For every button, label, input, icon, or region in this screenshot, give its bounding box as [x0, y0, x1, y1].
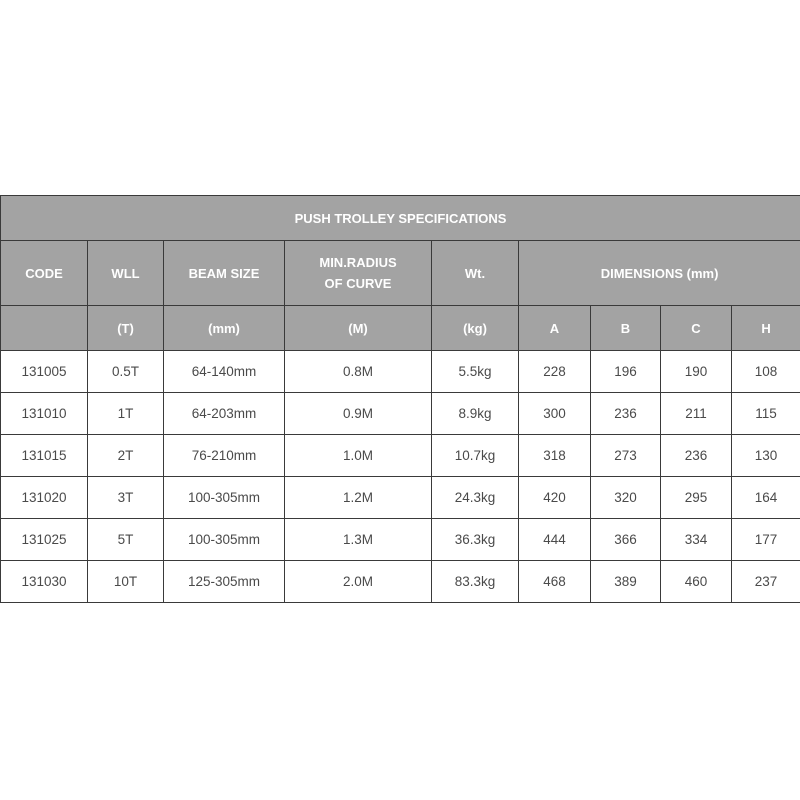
- table-row: [1, 393, 800, 435]
- cell-weight: 8.9kg: [432, 393, 519, 435]
- cell-beam-size: 64-203mm: [164, 393, 285, 435]
- cell-dim-c: 211: [661, 393, 732, 435]
- table-row: [1, 435, 800, 477]
- cell-dim-h: 130: [732, 435, 800, 477]
- unit-wll: (T): [88, 306, 164, 351]
- unit-dim-a: A: [519, 306, 591, 351]
- cell-wll: 5T: [88, 519, 164, 561]
- unit-code: [1, 306, 88, 351]
- header-beam-size: BEAM SIZE: [164, 241, 285, 306]
- cell-dim-h: 115: [732, 393, 800, 435]
- header-min-radius-line2: OF CURVE: [324, 276, 392, 291]
- cell-wll: 0.5T: [88, 351, 164, 393]
- unit-dim-c: C: [661, 306, 732, 351]
- cell-dim-c: 236: [661, 435, 732, 477]
- table-row: [1, 477, 800, 519]
- cell-min-radius: 1.2M: [285, 477, 432, 519]
- header-code: CODE: [1, 241, 88, 306]
- cell-dim-h: 108: [732, 351, 800, 393]
- unit-weight: (kg): [432, 306, 519, 351]
- cell-beam-size: 125-305mm: [164, 561, 285, 603]
- cell-wll: 2T: [88, 435, 164, 477]
- unit-dim-b: B: [591, 306, 661, 351]
- cell-dim-h: 177: [732, 519, 800, 561]
- cell-dim-c: 295: [661, 477, 732, 519]
- cell-code: 131015: [1, 435, 88, 477]
- cell-dim-c: 190: [661, 351, 732, 393]
- cell-min-radius: 1.3M: [285, 519, 432, 561]
- cell-beam-size: 76-210mm: [164, 435, 285, 477]
- cell-dim-a: 228: [519, 351, 591, 393]
- cell-dim-c: 460: [661, 561, 732, 603]
- cell-weight: 36.3kg: [432, 519, 519, 561]
- cell-beam-size: 100-305mm: [164, 477, 285, 519]
- cell-weight: 24.3kg: [432, 477, 519, 519]
- header-wll: WLL: [88, 241, 164, 306]
- unit-dim-h: H: [732, 306, 800, 351]
- table-row: [1, 561, 800, 603]
- cell-min-radius: 0.8M: [285, 351, 432, 393]
- cell-code: 131010: [1, 393, 88, 435]
- cell-code: 131025: [1, 519, 88, 561]
- header-weight: Wt.: [432, 241, 519, 306]
- header-dimensions: DIMENSIONS (mm): [519, 241, 800, 306]
- cell-dim-b: 273: [591, 435, 661, 477]
- cell-dim-a: 444: [519, 519, 591, 561]
- cell-beam-size: 100-305mm: [164, 519, 285, 561]
- cell-dim-a: 300: [519, 393, 591, 435]
- table-row: [1, 519, 800, 561]
- cell-min-radius: 0.9M: [285, 393, 432, 435]
- spec-table-container: [0, 195, 800, 603]
- cell-dim-b: 196: [591, 351, 661, 393]
- cell-dim-b: 366: [591, 519, 661, 561]
- cell-weight: 10.7kg: [432, 435, 519, 477]
- cell-min-radius: 1.0M: [285, 435, 432, 477]
- cell-code: 131030: [1, 561, 88, 603]
- cell-wll: 1T: [88, 393, 164, 435]
- table-row: [1, 351, 800, 393]
- cell-wll: 10T: [88, 561, 164, 603]
- cell-min-radius: 2.0M: [285, 561, 432, 603]
- cell-dim-a: 318: [519, 435, 591, 477]
- cell-dim-h: 164: [732, 477, 800, 519]
- push-trolley-spec-table: [0, 195, 800, 603]
- cell-dim-b: 236: [591, 393, 661, 435]
- cell-weight: 5.5kg: [432, 351, 519, 393]
- header-min-radius: [285, 241, 432, 306]
- unit-beam-size: (mm): [164, 306, 285, 351]
- cell-wll: 3T: [88, 477, 164, 519]
- unit-min-radius: (M): [285, 306, 432, 351]
- table-title: PUSH TROLLEY SPECIFICATIONS: [1, 196, 800, 241]
- cell-dim-a: 420: [519, 477, 591, 519]
- cell-dim-b: 389: [591, 561, 661, 603]
- cell-dim-h: 237: [732, 561, 800, 603]
- cell-weight: 83.3kg: [432, 561, 519, 603]
- cell-code: 131005: [1, 351, 88, 393]
- cell-dim-a: 468: [519, 561, 591, 603]
- cell-dim-c: 334: [661, 519, 732, 561]
- cell-beam-size: 64-140mm: [164, 351, 285, 393]
- header-min-radius-line1: MIN.RADIUS: [319, 255, 397, 270]
- cell-code: 131020: [1, 477, 88, 519]
- cell-dim-b: 320: [591, 477, 661, 519]
